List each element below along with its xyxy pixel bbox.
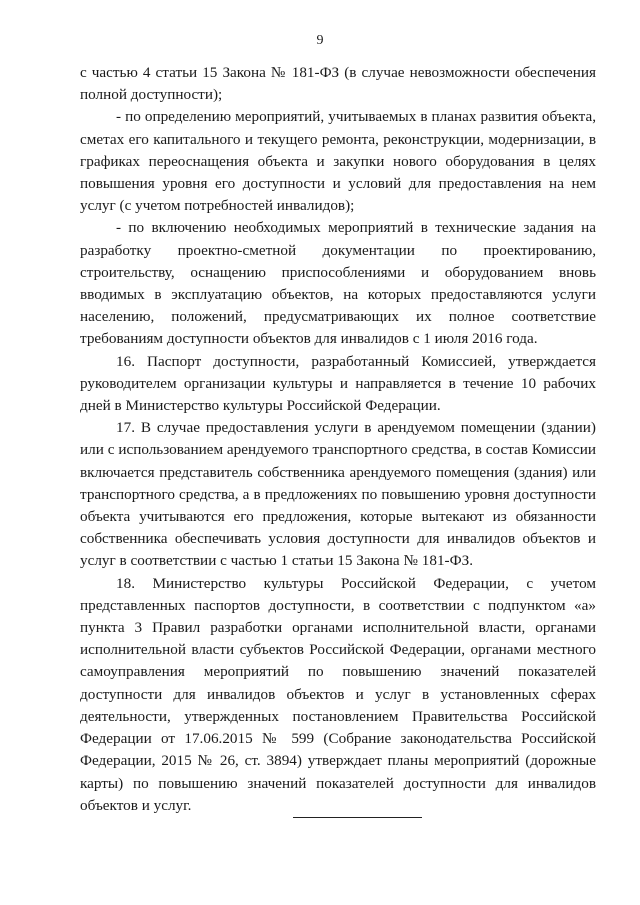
paragraph-continuation: с частью 4 статьи 15 Закона № 181-ФЗ (в случае невозможности обеспечения полной доступности);: [80, 64, 596, 104]
paragraph-18: 18. Министерство культуры Российской Федерации, с учетом представленных паспортов доступности, в соответствии с подпунктом «а» пункта 3 Правил разработки органами исполнительной власти, органами исполнительной власти субъектов Российской Федерации, органами местного самоуправления мероприятий по повышению значений показателей доступности для инвалидов объектов и услуг в установленных сферах деятельности, утвержденных постановлением Правительства Российской Федерации от 17.06.2015 № 599 (Собрание законодательства Российской Федерации, 2015 № 26, ст. 3894) утверждает планы мероприятий (дорожные карты) по повышению значений показателей доступности для инвалидов объектов и услуг.: [80, 574, 596, 814]
paragraph-16: 16. Паспорт доступности, разработанный Комиссией, утверждается руководителем организации культуры и направляется в течение 10 рабочих дней в Министерство культуры Российской Федерации.: [80, 352, 596, 415]
paragraph-bullet-planning: - по определению мероприятий, учитываемых в планах развития объекта, сметах его капитального и текущего ремонта, реконструкции, модернизации, в графиках переоснащения объекта и закупки нового оборудования в целях повышения уровня его доступности и условий для предоставления на нем услуг (с учетом потребностей инвалидов);: [80, 108, 596, 215]
paragraph-bullet-technical-tasks: - по включению необходимых мероприятий в технические задания на разработку проектно-сметной документации по проектированию, строительству, оснащению приспособлениями и оборудованием вновь вводимых в эксплуатацию объектов, на которых предоставляются услуги населению, положений, предусматривающих их полное соответствие требованиям доступности объектов для инвалидов с 1 июля 2016 года.: [80, 219, 596, 348]
paragraph-17: 17. В случае предоставления услуги в арендуемом помещении (здании) или с использованием арендуемого транспортного средства, в состав Комиссии включается представитель собственника арендуемого помещения (здания) или транспортного средства, а в предложениях по повышению уровня доступности объекта учитываются его предложения, которые вытекают из обязанности собственника обеспечивать условия доступности для инвалидов объектов и услуг в соответствии с частью 1 статьи 15 Закона № 181-ФЗ.: [80, 419, 596, 570]
document-body: [80, 62, 596, 817]
end-divider-line: [293, 817, 422, 818]
page-number: 9: [316, 33, 324, 48]
